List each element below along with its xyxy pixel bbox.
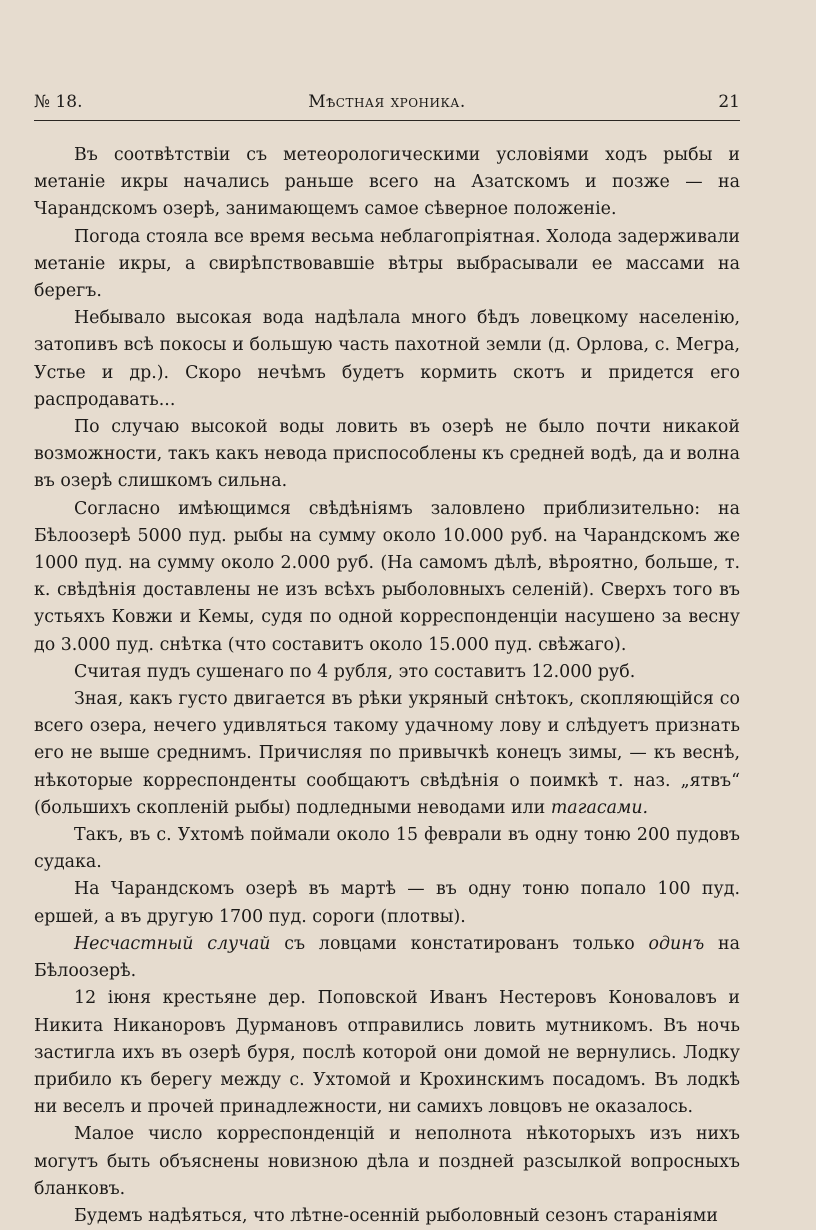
paragraph <box>34 496 740 659</box>
paragraph-text: Зная, какъ густо двигается въ рѣки укряный снѣтокъ, скопляющійся со всего озера, нечего удивляться такому удачному лову и слѣдуетъ признать его не выше среднимъ. Причисляя по привычкѣ конецъ зимы, — къ веснѣ, нѣкоторые корреспонденты сообщаютъ свѣдѣнія о поимкѣ т. наз. „ятвъ“ (большихъ скопленій рыбы) подледными неводами или <box>34 689 740 818</box>
article-body <box>34 142 740 1230</box>
paragraph <box>34 659 740 686</box>
paragraph <box>34 686 740 822</box>
paragraph-text: Будемъ надѣяться, что лѣтне-осенній рыболовный сезонъ стараніями <box>74 1205 718 1226</box>
paragraph <box>34 305 740 414</box>
paragraph <box>34 1203 740 1230</box>
paragraph-text: По случаю высокой воды ловить въ озерѣ не было почти никакой возможности, такъ какъ невода приспособлены къ средней водѣ, да и волна въ озерѣ слишкомъ сильна. <box>34 417 740 492</box>
paragraph <box>34 224 740 306</box>
paragraph-text: Погода стояла все время весьма неблагопріятная. Холода задерживали метаніе икры, а свирѣпствовавшіе вѣтры выбрасывали ее массами на берегъ. <box>34 226 740 302</box>
paragraph-text: Небывало высокая вода надѣлала много бѣдъ ловецкому населенію, затопивъ всѣ покосы и большую часть пахотной земли (д. Орлова, с. Мегра, Устье и др.). Скоро нечѣмъ будетъ кормить скотъ и придется его распродавать... <box>34 308 740 410</box>
paragraph <box>34 1121 740 1203</box>
page-header <box>34 92 740 118</box>
paragraph-text: Въ соотвѣтствіи съ метеорологическими условіями ходъ рыбы и метаніе икры начались раньше всего на Азатскомъ и позже — на Чарандскомъ озерѣ, занимающемъ самое сѣверное положеніе. <box>34 145 740 220</box>
issue-number: № 18. <box>34 92 83 112</box>
paragraph <box>34 142 740 224</box>
paragraph-text: Считая пудъ сушенаго по 4 рубля, это составитъ 12.000 руб. <box>74 661 636 682</box>
italic-term: тагасами. <box>550 797 649 818</box>
paragraph <box>34 822 740 876</box>
paragraph-text: 12 іюня крестьяне дер. Поповской Иванъ Нестеровъ Коноваловъ и Никита Никаноровъ Дурмановъ отправились ловить мутникомъ. Въ ночь застигла ихъ въ озерѣ буря, послѣ которой они домой не вернулись. Лодку прибило къ берегу между с. Ухтомой и Крохинскимъ посадомъ. Въ лодкѣ ни веселъ и прочей принадлежности, ни самихъ ловцовъ не оказалось. <box>34 988 740 1118</box>
paragraph <box>34 414 740 496</box>
paragraph <box>34 985 740 1121</box>
paragraph <box>34 931 740 985</box>
paragraph-text: Такъ, въ с. Ухтомѣ поймали около 15 феврали въ одну тоню 200 пудовъ судака. <box>34 825 740 873</box>
paragraph-text: съ ловцами констатированъ только <box>270 933 649 954</box>
paragraph-text: на Бѣлоозерѣ. <box>34 933 741 982</box>
paragraph-text: Малое число корреспонденцій и неполнота нѣкоторыхъ изъ нихъ могутъ быть объяснены новизною дѣла и поздней разсылкой вопросныхъ бланковъ. <box>34 1124 740 1199</box>
paragraph <box>34 876 740 930</box>
header-rule <box>34 120 740 121</box>
italic-term: одинъ <box>648 933 705 954</box>
italic-term: Несчастный случай <box>74 933 271 954</box>
paragraph-text: На Чарандскомъ озерѣ въ мартѣ — въ одну тоню попало 100 пуд. ершей, а въ другую 1700 пуд. сороги (плотвы). <box>34 879 740 927</box>
section-title: Мѣстная хроника. <box>308 92 466 112</box>
paragraph-text: Согласно имѣющимся свѣдѣніямъ заловлено приблизительно: на Бѣлоозерѣ 5000 пуд. рыбы на сумму около 10.000 руб. на Чарандскомъ же 1000 пуд. на сумму около 2.000 руб. (На самомъ дѣлѣ, вѣроятно, больше, т. к. свѣдѣнія доставлены не изъ всѣхъ рыболовныхъ селеній). Сверхъ того въ устьяхъ Ковжи и Кемы, судя по одной корреспонденціи насушено за весну до 3.000 пуд. снѣтка (что составитъ около 15.000 пуд. свѣжаго). <box>34 498 740 655</box>
page-number: 21 <box>718 92 740 112</box>
